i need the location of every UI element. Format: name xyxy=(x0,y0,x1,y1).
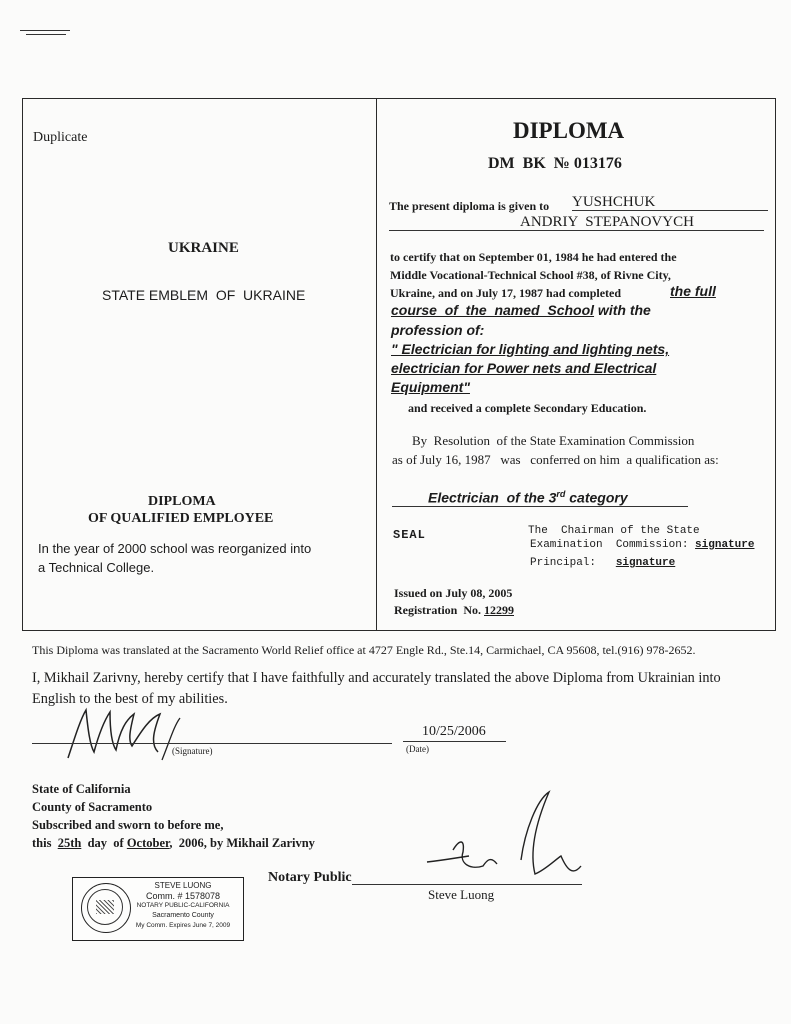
notary-day: 25th xyxy=(57,836,82,850)
profession-line-1: " Electrician for lighting and lighting nets, xyxy=(391,341,670,357)
certify-line-3: Ukraine, and on July 17, 1987 had completed xyxy=(390,286,622,300)
left-diploma-title: DIPLOMA xyxy=(148,494,216,509)
course-line xyxy=(391,302,651,318)
notary-signature xyxy=(425,790,585,890)
stamp-county: Sacramento County xyxy=(152,912,214,919)
left-diploma-subtitle: OF QUALIFIED EMPLOYEE xyxy=(88,511,274,526)
issued-line xyxy=(394,586,512,601)
notary-public-label: Notary Public xyxy=(268,870,352,885)
stamp-expires: My Comm. Expires June 7, 2009 xyxy=(135,922,231,929)
names-underline xyxy=(389,230,764,231)
reorganization-note-2: a Technical College. xyxy=(38,560,155,575)
recipient-names: ANDRIY STEPANOVYCH xyxy=(520,214,694,230)
registration-label: Registration No. xyxy=(394,603,481,617)
course-tail: with the xyxy=(594,302,651,318)
principal-signature: signature xyxy=(615,557,676,569)
signature-line xyxy=(32,743,392,744)
seal-label: SEAL xyxy=(393,528,426,542)
completed-fill: the full xyxy=(670,283,716,299)
resolution-line-2: as of July 16, 1987 was conferred on him a qualification as: xyxy=(392,452,719,467)
chairman-line-1: The Chairman of the State xyxy=(528,525,700,537)
profession-line-3: Equipment" xyxy=(391,379,470,395)
qualification xyxy=(428,489,628,506)
header-scribble xyxy=(20,30,70,36)
notary-sworn: Subscribed and sworn to before me, xyxy=(32,818,224,832)
certify-line-2: Middle Vocational-Technical School #38, of Rivne City, xyxy=(390,268,671,282)
translation-date: 10/25/2006 xyxy=(422,724,486,739)
chairman-signature: signature xyxy=(695,539,755,551)
profession-label: profession of: xyxy=(391,322,485,338)
qualification-tail: category xyxy=(565,489,628,506)
issued-label: Issued on xyxy=(394,586,443,600)
resolution-line-1: By Resolution of the State Examination Commission xyxy=(412,433,695,448)
notary-name: Steve Luong xyxy=(428,887,495,902)
stamp-text xyxy=(133,881,233,931)
qualification-underline xyxy=(392,506,688,507)
principal-label: Principal: xyxy=(530,557,597,569)
notary-date-line xyxy=(32,836,315,851)
surname-underline xyxy=(572,210,768,211)
secondary-education: and received a complete Secondary Education. xyxy=(408,401,647,415)
translation-office-note: This Diploma was translated at the Sacramento World Relief office at 4727 Engle Rd., Ste.14, Carmichael, CA 95608, tel.(916) 978-2652. xyxy=(32,643,696,657)
chairman-line-2 xyxy=(530,539,754,551)
issued-date: July 08, 2005 xyxy=(445,586,513,600)
stamp-name: STEVE LUONG xyxy=(154,881,212,890)
notary-county: County of Sacramento xyxy=(32,800,153,814)
certify-line-1: to certify that on September 01, 1984 he had entered the xyxy=(390,250,677,264)
translator-certification-2: English to the best of my abilities. xyxy=(32,691,228,707)
stamp-comm: Comm. # 1578078 xyxy=(145,891,221,901)
notary-day-of: day of xyxy=(87,836,124,850)
date-caption: (Date) xyxy=(406,744,429,754)
notary-state: State of California xyxy=(32,782,131,796)
notary-stamp xyxy=(72,877,244,941)
principal-line xyxy=(530,557,675,569)
duplicate-label: Duplicate xyxy=(33,130,88,145)
profession-line-2: electrician for Power nets and Electrical xyxy=(391,360,657,376)
state-emblem-label: STATE EMBLEM OF UKRAINE xyxy=(102,287,306,303)
given-to-label: The present diploma is given to xyxy=(389,199,550,213)
signature-caption: (Signature) xyxy=(172,746,213,756)
date-line xyxy=(403,741,506,742)
translator-certification-1: I, Mikhail Zarivny, hereby certify that I have faithfully and accurately translated the above Diploma from Ukrainian into xyxy=(32,670,721,686)
diploma-title: DIPLOMA xyxy=(513,118,625,143)
qualification-text: Electrician of the 3 xyxy=(428,489,557,506)
notary-year-tail: , 2006, by Mikhail Zarivny xyxy=(169,836,315,850)
registration-number: 12299 xyxy=(484,603,514,617)
frame-divider xyxy=(376,98,377,631)
notary-month: October xyxy=(126,836,170,850)
notary-this: this xyxy=(32,836,52,850)
country-heading: UKRAINE xyxy=(168,240,239,256)
diploma-number: DM BK № 013176 xyxy=(488,155,622,172)
recipient-surname: YUSHCHUK xyxy=(572,194,656,210)
stamp-title: NOTARY PUBLIC-CALIFORNIA xyxy=(136,902,230,909)
course-name: course of the named School xyxy=(391,302,595,318)
state-seal-icon xyxy=(81,883,131,933)
chairman-commission: Examination Commission: xyxy=(530,539,689,551)
translator-signature xyxy=(50,700,200,770)
reorganization-note-1: In the year of 2000 school was reorganized into xyxy=(38,541,312,556)
registration-line xyxy=(394,603,514,618)
qualification-sup: rd xyxy=(556,489,566,499)
